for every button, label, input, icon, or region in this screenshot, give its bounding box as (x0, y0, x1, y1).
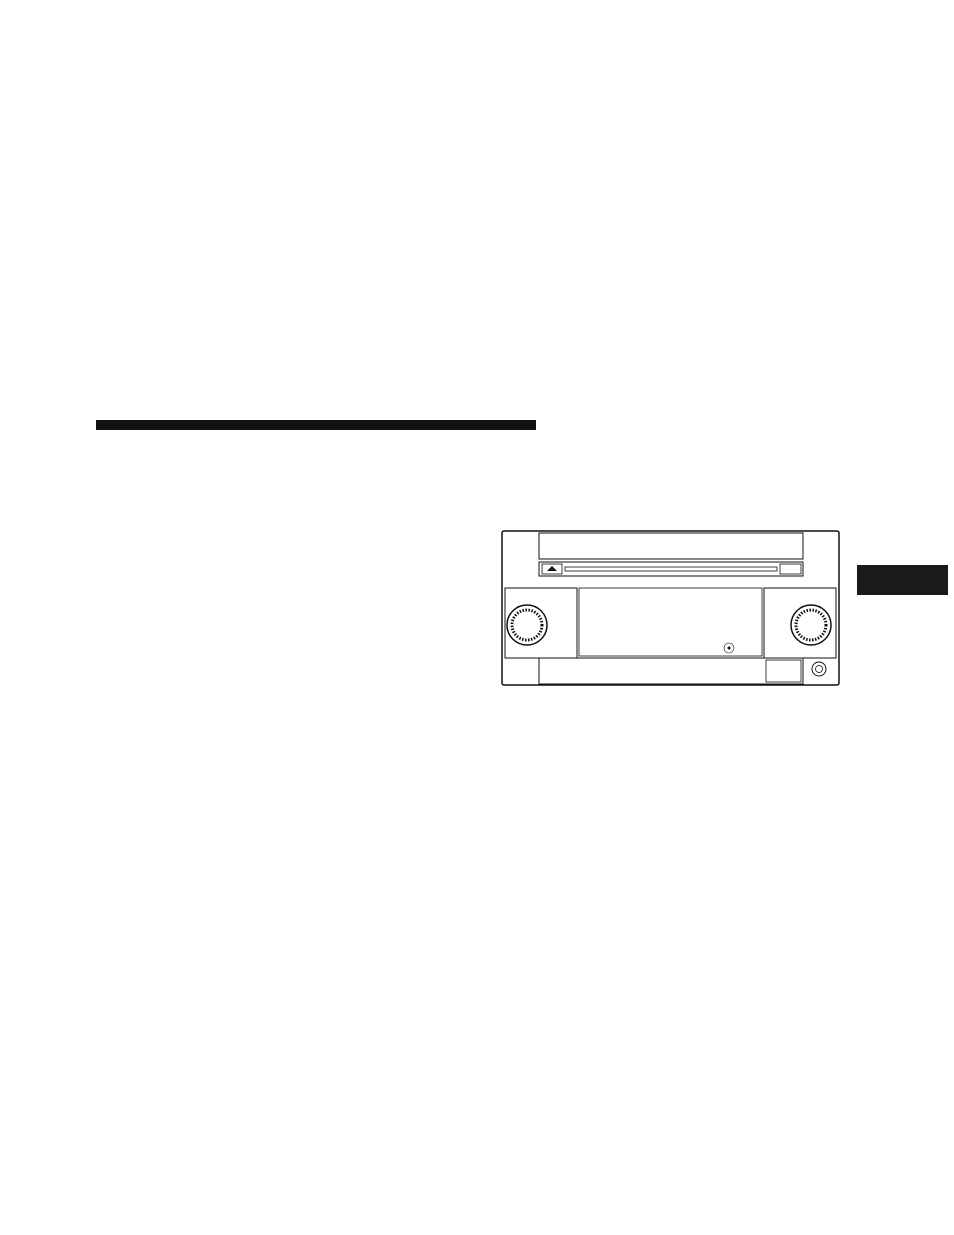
section-rule (96, 420, 536, 430)
note-left (96, 557, 469, 576)
tune-button (780, 564, 801, 574)
chapter-tab (857, 565, 948, 595)
set-rnd-button (766, 660, 801, 682)
aux-jack (812, 662, 826, 676)
disc-icon-center (728, 647, 731, 650)
display-window (579, 588, 762, 656)
note-right (485, 467, 860, 486)
radio-faceplate-figure (501, 530, 840, 686)
